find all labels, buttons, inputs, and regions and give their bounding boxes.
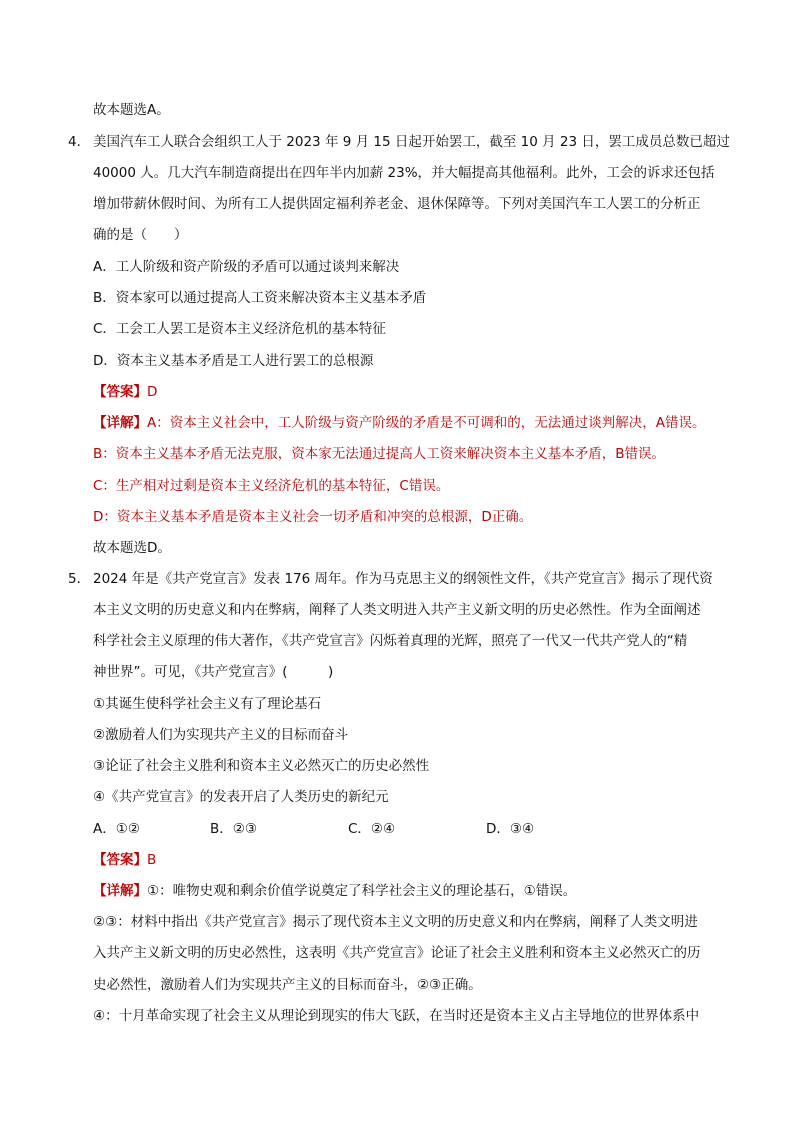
q5-stem-line: 2024 年是《共产党宣言》发表 176 周年。作为马克思主义的纲领性文件，《共产党宣言》揭示了现代资 [93, 571, 713, 587]
answer-value: D [147, 384, 158, 400]
q3-conclusion: 故本题选A。 [93, 102, 170, 118]
q4-detail-line: C：生产相对过剩是资本主义经济危机的基本特征，C错误。 [93, 478, 450, 494]
q4-conclusion: 故本题选D。 [93, 540, 171, 556]
q4-stem-line: 增加带薪休假时间、为所有工人提供固定福利养老金、退休保障等。下列对美国汽车工人罢工的分析正 [93, 196, 701, 212]
q4-option-a: A．工人阶级和资产阶级的矛盾可以通过谈判来解决 [93, 259, 400, 275]
detail-label: 【详解】 [93, 415, 147, 431]
q4-stem-line: 40000 人。几大汽车制造商提出在四年半内加薪 23%，并大幅提高其他福利。此外，工会的诉求还包括 [93, 165, 715, 181]
q4-number: 4． [68, 134, 91, 150]
q5-detail-line: ④：十月革命实现了社会主义从理论到现实的伟大飞跃，在当时还是资本主义占主导地位的世界体系中 [93, 1008, 700, 1024]
q5-detail-line [93, 882, 576, 900]
q5-statement: ②激励着人们为实现共产主义的目标而奋斗 [93, 727, 349, 743]
answer-label: 【答案】 [93, 852, 147, 868]
q5-option-b: B．②③ [210, 821, 257, 837]
q4-detail-line: D：资本主义基本矛盾是资本主义社会一切矛盾和冲突的总根源，D正确。 [93, 509, 533, 525]
q5-option-c: C．②④ [348, 821, 396, 837]
detail-text: ①：唯物史观和剩余价值学说奠定了科学社会主义的理论基石，①错误。 [147, 883, 577, 899]
q5-statement: ③论证了社会主义胜利和资本主义必然灭亡的历史必然性 [93, 758, 430, 774]
q5-detail-line: 史必然性，激励着人们为实现共产主义的目标而奋斗，②③正确。 [93, 977, 482, 993]
answer-label: 【答案】 [93, 384, 147, 400]
q4-option-d: D．资本主义基本矛盾是工人进行罢工的总根源 [93, 353, 374, 369]
q5-stem-line: 神世界”。可见，《共产党宣言》( ) [93, 664, 334, 680]
answer-value: B [147, 852, 157, 868]
q5-detail-line: 入共产主义新文明的历史必然性，这表明《共产党宣言》论证了社会主义胜利和资本主义必然灭亡的历 [93, 945, 701, 961]
q4-option-b: B．资本家可以通过提高人工资来解决资本主义基本矛盾 [93, 290, 427, 306]
q4-stem-line: 确的是（ ） [93, 227, 188, 243]
q5-stem-line: 本主义文明的历史意义和内在弊病，阐释了人类文明进入共产主义新文明的历史必然性。作为全面阐述 [93, 602, 701, 618]
q4-stem-line: 美国汽车工人联合会组织工人于 2023 年 9 月 15 日起开始罢工，截至 10 月 23 日，罢工成员总数已超过 [93, 134, 730, 150]
q4-option-c: C．工会工人罢工是资本主义经济危机的基本特征 [93, 321, 386, 337]
detail-label: 【详解】 [93, 883, 147, 899]
q5-option-a: A．①② [93, 821, 140, 837]
q5-stem-line: 科学社会主义原理的伟大著作，《共产党宣言》闪烁着真理的光辉，照亮了一代又一代共产党人的“精 [93, 633, 688, 649]
q5-statement: ④《共产党宣言》的发表开启了人类历史的新纪元 [93, 789, 389, 805]
q4-detail-line [93, 414, 705, 432]
q5-number: 5． [68, 571, 91, 587]
detail-text: A：资本主义社会中，工人阶级与资产阶级的矛盾是不可调和的，无法通过谈判解决，A错误。 [147, 415, 706, 431]
q5-detail-line: ②③：材料中指出《共产党宣言》揭示了现代资本主义文明的历史意义和内在弊病，阐释了人类文明进 [93, 914, 698, 930]
q4-detail-line: B：资本主义基本矛盾无法克服，资本家无法通过提高人工资来解决资本主义基本矛盾，B错误。 [93, 446, 666, 462]
q5-answer [93, 851, 156, 869]
q4-answer [93, 383, 157, 401]
q5-statement: ①其诞生使科学社会主义有了理论基石 [93, 696, 322, 712]
q5-option-d: D．③④ [486, 821, 535, 837]
